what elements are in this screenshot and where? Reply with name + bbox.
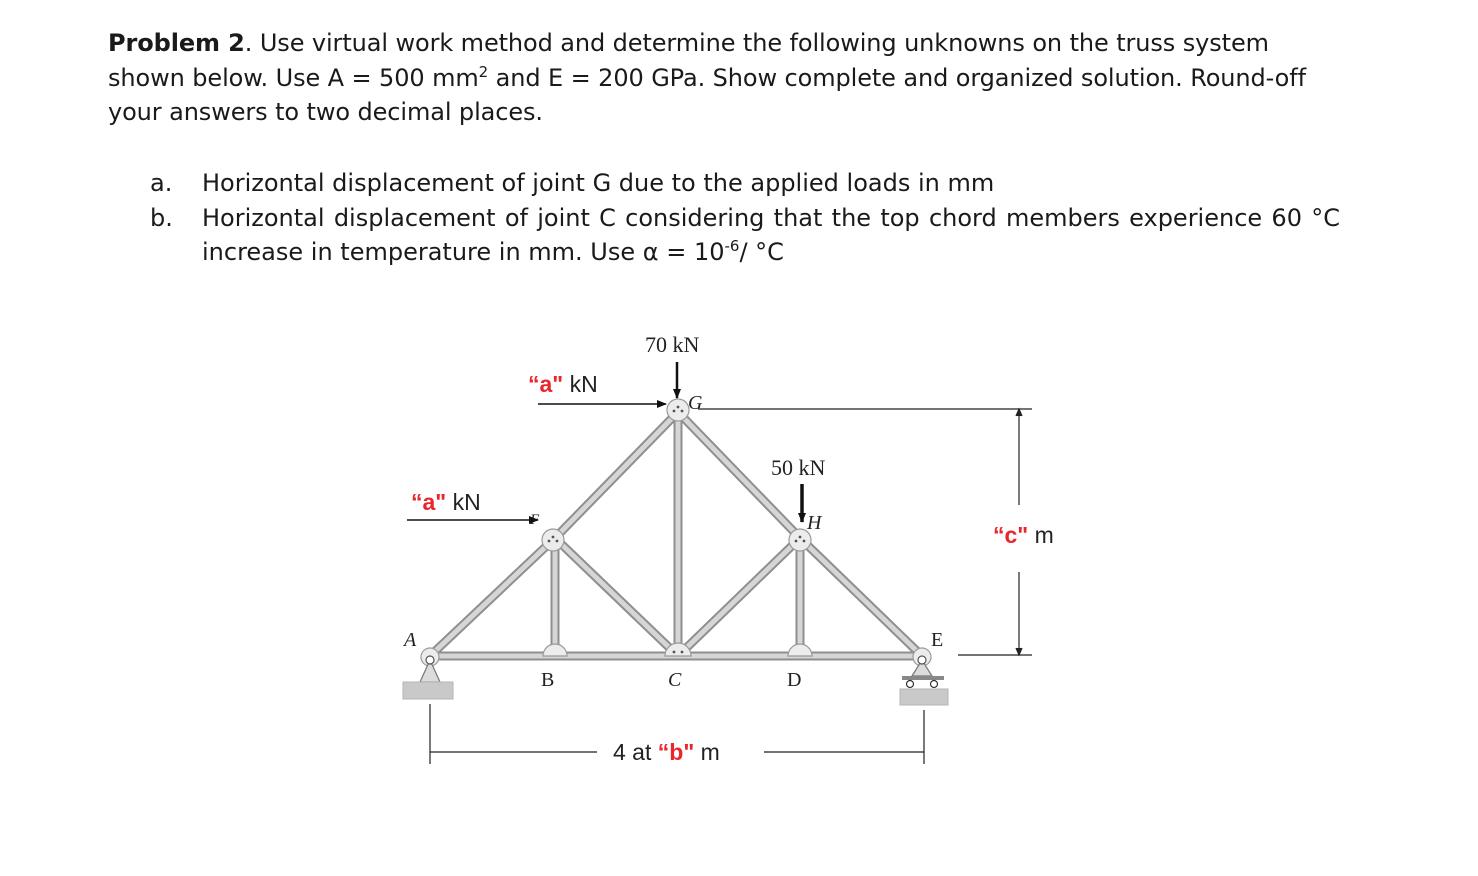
load-label-a-top: “a" kN: [528, 371, 598, 397]
pin-support-A: [403, 656, 453, 699]
question-b-marker: b.: [150, 203, 173, 232]
load-label-50kN: 50 kN: [771, 455, 826, 480]
question-b-text-line2: increase in temperature in mm. Use $\alpha = 10^{-6}/$ °C: [202, 237, 784, 266]
joint-label-A: A: [404, 629, 417, 651]
problem-title: Problem 2: [108, 29, 245, 57]
joint-label-D: D: [787, 669, 802, 691]
problem-intro: . Use virtual work method and determine the following unknowns on the truss system shown below. Use A = 500 mm: [108, 29, 1269, 92]
joint-label-G: G: [688, 392, 703, 414]
alpha-exponent: -6: [724, 237, 740, 255]
load-label-a-left: “a" kN: [411, 489, 481, 515]
joint-plate-D: [788, 644, 812, 656]
joint-label-F: F: [530, 512, 540, 528]
truss-members: [430, 412, 922, 656]
joint-label-B: B: [541, 669, 555, 691]
problem-intro-rest: and E = 200 GPa. Show complete and organized solution. Round-off your answers to two decimal places.: [108, 63, 1306, 126]
joint-plate-F: [542, 529, 564, 551]
height-label: “c" m: [993, 522, 1054, 548]
span-label: 4 at “b" m: [613, 739, 720, 765]
joint-label-E: E: [931, 629, 944, 651]
load-label-70kN: 70 kN: [645, 332, 700, 357]
joint-plate-B: [543, 644, 567, 656]
question-b-text-line1: Horizontal displacement of joint C considering that the top chord members experience 60 °C: [202, 203, 1340, 232]
joint-plate-G: [667, 399, 689, 421]
joint-label-C: C: [668, 669, 682, 691]
height-dimension: [698, 409, 1032, 655]
question-a-text: Horizontal displacement of joint G due to the applied loads in mm: [202, 169, 995, 197]
area-exponent: 2: [478, 62, 489, 81]
joint-label-H: H: [807, 512, 822, 534]
roller-support-E: [900, 656, 948, 705]
question-a-marker: a.: [150, 169, 173, 197]
